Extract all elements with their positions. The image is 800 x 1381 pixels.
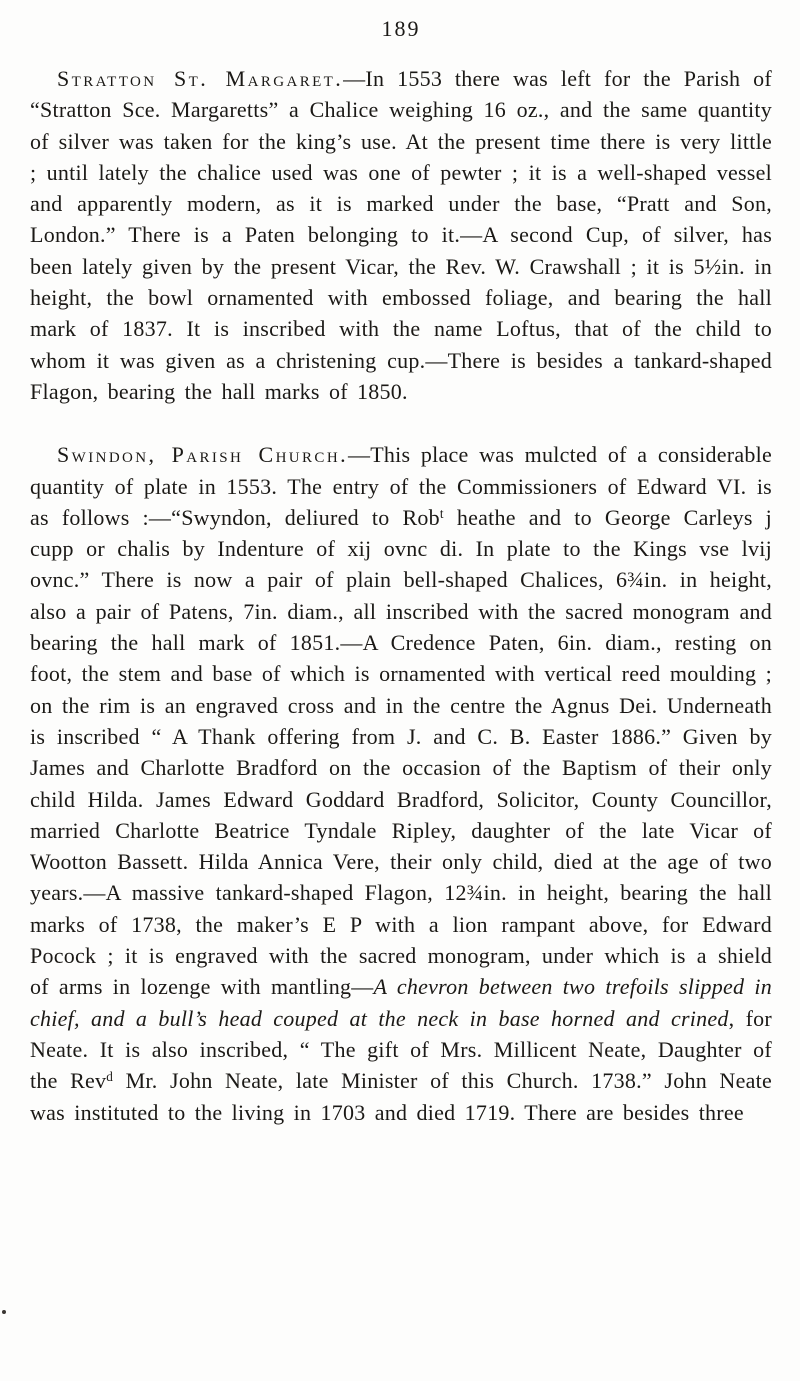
entry-heading-swindon: Swindon, Parish Church.: [57, 442, 348, 468]
scan-speck: [2, 1310, 6, 1314]
text-segment: , for Neate. It is also inscribed, “ The gift of Mrs. Millicent Neate, Daughter of the Rev: [30, 1005, 773, 1094]
heraldic-blazon-italic: A chevron between two trefoils slipped in chief, and a bull’s head couped at the neck in base horned and crined: [30, 974, 772, 1031]
paragraph-stratton-st-margaret: [30, 63, 772, 407]
text-segment: Mr. John Neate, late Minister of this Church. 1738.” John Neate was instituted to the living in 1703 and died 1719. There are besides three: [30, 1068, 772, 1125]
entry-heading-stratton: Stratton St. Margaret.: [57, 66, 344, 91]
text-segment: heathe and to George Carleys j cupp or chalis by Indenture of xij ovnc di. In plate to the Kings vse lvij ovnc.” There is now a pair of plain bell-shaped Chalices, 6¾in. in height, also a pair of Patens, 7in. diam., all inscribed with the sacred monogram and bearing the hall mark of 1851.—A Credence Paten, 6in. diam., resting on foot, the stem and base of which is ornamented with vertical reed moulding ; on the rim is an engraved cross and in the centre the Agnus Dei. Underneath is inscribed “ A Thank offering from J. and C. B. Easter 1886.” Given by James and Charlotte Bradford on the occasion of the Baptism of their only child Hilda. James Edward Goddard Bradford, Solicitor, County Councillor, married Charlotte Beatrice Tyndale Ripley, daughter of the late Vicar of Wootton Bassett. Hilda Annica Vere, their only child, died at the age of two years.—A massive tankard-shaped Flagon, 12¾in. in height, bearing the hall marks of 1738, the maker’s E P with a lion rampant above, for Edward Pocock ; it is engraved with the sacred monogram, under which is a shield of arms in lozenge with mantling—: [30, 504, 772, 1000]
text-segment: —In 1553 there was left for the Parish of “Stratton Sce. Margaretts” a Chalice weighing 16 oz., and the same quantity of silver was taken for the king’s use. At the present time there is very little ; until lately the chalice used was one of pewter ; it is a well-shaped vessel and apparently modern, as it is marked under the base, “Pratt and Son, London.” There is a Paten belonging to it.—A second Cup, of silver, has been lately given by the present Vicar, the Rev. W. Crawshall ; it is 5½in. in height, the bowl ornamented with embossed foliage, and bearing the hall mark of 1837. It is inscribed with the name Loftus, that of the child to whom it was given as a christening cup.—There is besides a tankard-shaped Flagon, bearing the hall marks of 1850.: [30, 66, 772, 404]
page-number: 189: [381, 16, 421, 41]
paragraph-swindon-parish-church: [30, 439, 772, 1128]
superscript-abbreviation: t: [439, 505, 444, 521]
text-segment: —This place was mulcted of a considerable quantity of plate in 1553. The entry of the Commissioners of Edward VI. is as follows :—“Swyndon, deliured to Rob: [30, 442, 772, 530]
superscript-abbreviation: d: [106, 1068, 114, 1084]
